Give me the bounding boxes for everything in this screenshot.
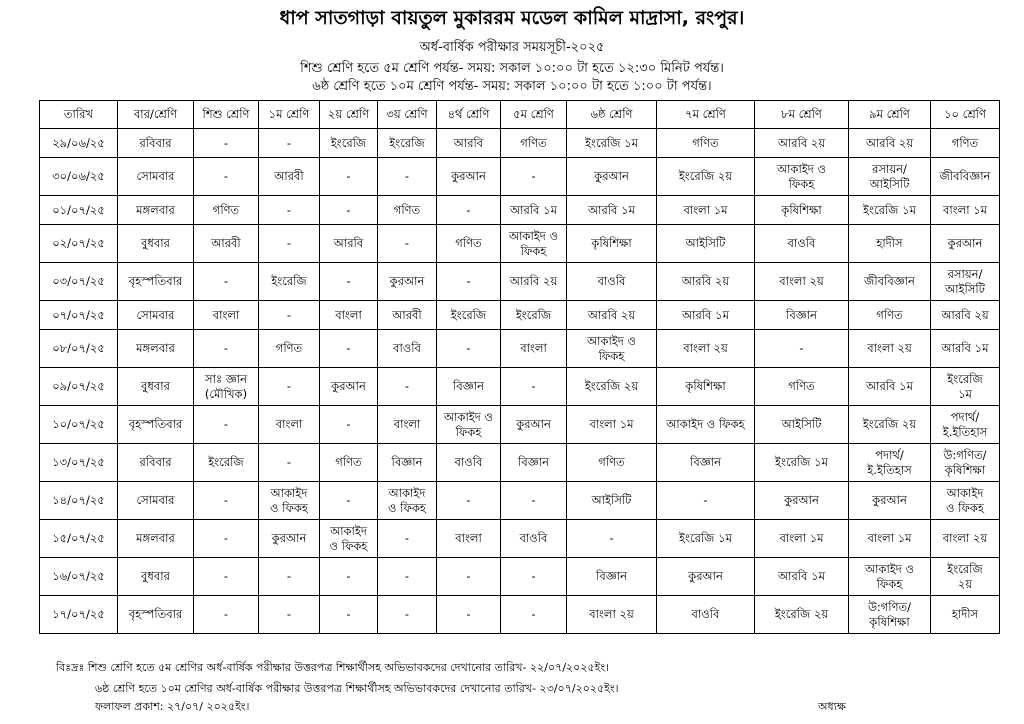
column-header: ৬ষ্ঠ শ্রেণি [567,101,657,129]
subject-cell: আরবি ২য় [755,129,849,158]
result-publish-date: ফলাফল প্রকাশ: ২৭/০৭/ ২০২৫ইং। [95,700,250,713]
subject-cell: আকাইদ ও ফিকহ [849,558,931,596]
subject-cell: বাংলা [378,406,437,444]
subject-cell: জীববিজ্ঞান [849,263,931,301]
date-cell: ১৭/০৭/২৫ [40,596,118,634]
table-row [40,558,1000,596]
subject-cell: বাংলা ২য় [567,596,657,634]
subject-cell: গণিত [437,225,501,263]
subject-cell: - [437,330,501,368]
subject-cell: - [378,368,437,406]
subject-cell: বাংলা ১ম [849,520,931,558]
subject-cell: - [259,444,320,482]
subject-cell: পদার্থ/ ই.ইতিহাস [931,406,1000,444]
subject-cell: গণিত [755,368,849,406]
subject-cell: - [259,196,320,225]
day-cell: সোমবার [118,482,194,520]
subject-cell: - [320,330,378,368]
subject-cell: আকাইদ ও ফিকহ [931,482,1000,520]
subject-cell: আরবী [378,301,437,330]
subject-cell: বাওবি [567,263,657,301]
subject-cell: বাংলা ১ম [755,520,849,558]
table-row [40,225,1000,263]
subject-cell: কুরআন [755,482,849,520]
table-header-row [40,101,1000,129]
table-row [40,406,1000,444]
subject-cell: ইংরেজি [501,301,567,330]
subject-cell: - [194,158,259,196]
table-row [40,129,1000,158]
column-header: বার/শ্রেণি [118,101,194,129]
subject-cell: আকাইদ ও ফিকহ [657,406,755,444]
subject-cell: কুরআন [657,558,755,596]
subject-cell: ইংরেজি ১ম [931,368,1000,406]
subject-cell: বাংলা [320,301,378,330]
subject-cell: আরবি [320,225,378,263]
subject-cell: আরবি ১ম [931,330,1000,368]
subject-cell: বিজ্ঞান [437,368,501,406]
subject-cell: গণিত [259,330,320,368]
subject-cell: - [437,596,501,634]
column-header: তারিখ [40,101,118,129]
subject-cell: বাংলা ২য় [755,263,849,301]
subject-cell: বাংলা ১ম [567,406,657,444]
subject-cell: কুরআন [378,263,437,301]
day-cell: রবিবার [118,444,194,482]
subject-cell: কুরআন [931,225,1000,263]
subject-cell: - [194,406,259,444]
subject-cell: আরবি ২য় [567,301,657,330]
subject-cell: রসায়ন/ আইসিটি [849,158,931,196]
subject-cell: আকাইদ ও ফিকহ [320,520,378,558]
subject-cell: আকাইদ ও ফিকহ [437,406,501,444]
subject-cell: বিজ্ঞান [657,444,755,482]
subject-cell: - [259,596,320,634]
subject-cell: ইংরেজি ১ম [849,196,931,225]
subject-cell: - [320,406,378,444]
subject-cell: আরবি ২য় [501,263,567,301]
table-row [40,596,1000,634]
subject-cell: আরবি ২য় [849,129,931,158]
subject-cell: আরবি ১ম [755,558,849,596]
subject-cell: - [378,158,437,196]
subject-cell: কুরআন [567,158,657,196]
subject-cell: - [437,263,501,301]
subject-cell: গণিত [657,129,755,158]
subject-cell: আকাইদ ও ফিকহ [755,158,849,196]
subject-cell: আরবি ১ম [501,196,567,225]
subject-cell: রসায়ন/ আইসিটি [931,263,1000,301]
column-header: ৫ম শ্রেণি [501,101,567,129]
day-cell: বুধবার [118,558,194,596]
date-cell: ০৩/০৭/২৫ [40,263,118,301]
subject-cell: ইংরেজি [437,301,501,330]
subject-cell: বাংলা ২য় [657,330,755,368]
subject-cell: আরবি ১ম [657,301,755,330]
subject-cell: হাদীস [849,225,931,263]
subject-cell: ইংরেজি [194,444,259,482]
table-row [40,301,1000,330]
date-cell: ১৩/০৭/২৫ [40,444,118,482]
subject-cell: বাওবি [378,330,437,368]
subject-cell: গণিত [378,196,437,225]
column-header: ১০ শ্রেণি [931,101,1000,129]
subject-cell: সাঃ জ্ঞান (মৌখিক) [194,368,259,406]
subject-cell: আইসিটি [657,225,755,263]
date-cell: ০৭/০৭/২৫ [40,301,118,330]
subject-cell: - [259,301,320,330]
subject-cell: ইংরেজি ২য় [849,406,931,444]
column-header: ৩য় শ্রেণি [378,101,437,129]
subject-cell: - [378,520,437,558]
subject-cell: কৃষিশিক্ষা [567,225,657,263]
subject-cell: আকাইদ ও ফিকহ [378,482,437,520]
subject-cell: হাদীস [931,596,1000,634]
subject-cell: জীববিজ্ঞান [931,158,1000,196]
subject-cell: - [259,225,320,263]
schedule-body [40,129,1000,634]
subject-cell: - [437,482,501,520]
subject-cell: আরবি ১ম [567,196,657,225]
subject-cell: পদার্থ/ ই.ইতিহাস [849,444,931,482]
subject-cell: গণিত [849,301,931,330]
subject-cell: গণিত [320,444,378,482]
subject-cell: - [194,330,259,368]
subject-cell: - [437,196,501,225]
table-row [40,482,1000,520]
subject-cell: বাংলা ১ম [931,196,1000,225]
subject-cell: গণিত [501,129,567,158]
time-line-junior: শিশু শ্রেণি হতে ৫ম শ্রেণি পর্যন্ত- সময়: সকাল ১০:০০ টা হতে ১২:৩০ মিনিট পর্যন্ত। [300,61,724,76]
subject-cell: ইংরেজি [320,129,378,158]
day-cell: বৃহস্পতিবার [118,596,194,634]
subject-cell: ইংরেজি ২য় [755,596,849,634]
subject-cell: - [259,558,320,596]
column-header: ৭ম শ্রেণি [657,101,755,129]
subject-cell: আরবি ২য় [931,301,1000,330]
subject-cell: বিজ্ঞান [378,444,437,482]
subject-cell: আরবী [194,225,259,263]
subject-cell: - [194,558,259,596]
day-cell: সোমবার [118,301,194,330]
subject-cell: আরবী [259,158,320,196]
subject-cell: - [194,263,259,301]
subject-cell: ইংরেজি ১ম [657,520,755,558]
subject-cell: - [320,482,378,520]
subject-cell: আরবি [437,129,501,158]
subject-cell: বিজ্ঞান [567,558,657,596]
date-cell: ০৯/০৭/২৫ [40,368,118,406]
table-row [40,520,1000,558]
subject-cell: - [657,482,755,520]
subject-cell: - [501,158,567,196]
subject-cell: বাওবি [501,520,567,558]
schedule-table [39,100,1000,634]
subject-cell: বাংলা [501,330,567,368]
day-cell: মঙ্গলবার [118,330,194,368]
time-line-senior: ৬ষ্ঠ শ্রেণি হতে ১০ম শ্রেণি পর্যন্ত- সময়: সকাল ১০:০০ টা হতে ১:০০ টা পর্যন্ত। [312,79,712,94]
column-header: ২য় শ্রেণি [320,101,378,129]
day-cell: বুধবার [118,225,194,263]
subject-cell: - [320,596,378,634]
note-junior-answer-sheet: বিঃদ্রঃ শিশু শ্রেণি হতে ৫ম শ্রেণির অর্ধ-বার্ষিক পরীক্ষার উত্তরপত্র শিক্ষার্থীসহ অভিভাবকদের দেখানোর তারিখ- ২২/০৭/২০২৫ইং। [56,661,610,674]
subject-cell: - [501,368,567,406]
table-row [40,158,1000,196]
column-header: ৯ম শ্রেণি [849,101,931,129]
subject-cell: ইংরেজি [259,263,320,301]
subject-cell: বাংলা ২য় [849,330,931,368]
subject-cell: - [194,482,259,520]
subject-cell: - [567,520,657,558]
day-cell: মঙ্গলবার [118,520,194,558]
note-senior-answer-sheet: ৬ষ্ঠ শ্রেণি হতে ১০ম শ্রেণির অর্ধ-বার্ষিক পরীক্ষার উত্তরপত্র শিক্ষার্থীসহ অভিভাবকদের দেখানোর তারিখ- ২৩/০৭/২০২৫ইং। [95,682,619,695]
subject-cell: - [378,225,437,263]
subject-cell: ইংরেজি ১ম [567,129,657,158]
date-cell: ০২/০৭/২৫ [40,225,118,263]
table-row [40,330,1000,368]
date-cell: ০৮/০৭/২৫ [40,330,118,368]
subject-cell: - [501,558,567,596]
subject-cell: ইংরেজি ২য় [567,368,657,406]
day-cell: মঙ্গলবার [118,196,194,225]
subject-cell: কুরআন [320,368,378,406]
subject-cell: বাংলা [194,301,259,330]
subject-cell: - [259,368,320,406]
subject-cell: আইসিটি [755,406,849,444]
subject-cell: ইংরেজি [378,129,437,158]
subject-cell: গণিত [567,444,657,482]
subject-cell: কৃষিশিক্ষা [755,196,849,225]
column-header: ৪র্থ শ্রেণি [437,101,501,129]
subject-cell: - [320,558,378,596]
subject-cell: আকাইদ ও ফিকহ [501,225,567,263]
subject-cell: - [194,596,259,634]
subject-cell: আরবি ১ম [849,368,931,406]
subject-cell: কৃষিশিক্ষা [657,368,755,406]
column-header: ১ম শ্রেণি [259,101,320,129]
table-row [40,196,1000,225]
institution-title: ধাপ সাতগাড়া বায়তুল মুকাররম মডেল কামিল মাদ্রাসা, রংপুর। [279,7,745,29]
subject-cell: কুরআন [437,158,501,196]
subject-cell: উ:গণিত/ কৃষিশিক্ষা [849,596,931,634]
subject-cell: আরবি ২য় [657,263,755,301]
routine-subtitle: অর্ধ-বার্ষিক পরীক্ষার সময়সূচী-২০২৫ [419,40,605,55]
subject-cell: - [194,129,259,158]
day-cell: সোমবার [118,158,194,196]
subject-cell: - [378,596,437,634]
date-cell: ১০/০৭/২৫ [40,406,118,444]
subject-cell: - [259,129,320,158]
date-cell: ২৯/০৬/২৫ [40,129,118,158]
subject-cell: বাওবি [755,225,849,263]
subject-cell: কুরআন [501,406,567,444]
subject-cell: কুরআন [849,482,931,520]
subject-cell: গণিত [194,196,259,225]
subject-cell: - [320,196,378,225]
column-header: শিশু শ্রেণি [194,101,259,129]
subject-cell: আকাইদ ও ফিকহ [567,330,657,368]
subject-cell: বাংলা ২য় [931,520,1000,558]
subject-cell: আকাইদ ও ফিকহ [259,482,320,520]
subject-cell: ইংরেজি ২য় [931,558,1000,596]
subject-cell: ইংরেজি ২য় [657,158,755,196]
date-cell: ১৬/০৭/২৫ [40,558,118,596]
table-row [40,444,1000,482]
table-row [40,263,1000,301]
subject-cell: - [755,330,849,368]
subject-cell: বাংলা [259,406,320,444]
subject-cell: - [194,520,259,558]
day-cell: বৃহস্পতিবার [118,406,194,444]
day-cell: বৃহস্পতিবার [118,263,194,301]
subject-cell: বিজ্ঞান [501,444,567,482]
day-cell: বুধবার [118,368,194,406]
subject-cell: - [501,482,567,520]
day-cell: রবিবার [118,129,194,158]
subject-cell: - [320,158,378,196]
date-cell: ১৫/০৭/২৫ [40,520,118,558]
table-row [40,368,1000,406]
subject-cell: বাওবি [437,444,501,482]
subject-cell: গণিত [931,129,1000,158]
date-cell: ০১/০৭/২৫ [40,196,118,225]
subject-cell: - [437,558,501,596]
date-cell: ৩০/০৬/২৫ [40,158,118,196]
column-header: ৮ম শ্রেণি [755,101,849,129]
subject-cell: আইসিটি [567,482,657,520]
subject-cell: - [501,596,567,634]
principal-signature-label: অধ্যক্ষ [818,700,846,713]
subject-cell: ইংরেজি ১ম [755,444,849,482]
subject-cell: কুরআন [259,520,320,558]
subject-cell: - [378,558,437,596]
subject-cell: বিজ্ঞান [755,301,849,330]
subject-cell: বাংলা ১ম [657,196,755,225]
subject-cell: বাওবি [657,596,755,634]
date-cell: ১৪/০৭/২৫ [40,482,118,520]
subject-cell: বাংলা [437,520,501,558]
subject-cell: উ:গণিত/ কৃষিশিক্ষা [931,444,1000,482]
subject-cell: - [320,263,378,301]
